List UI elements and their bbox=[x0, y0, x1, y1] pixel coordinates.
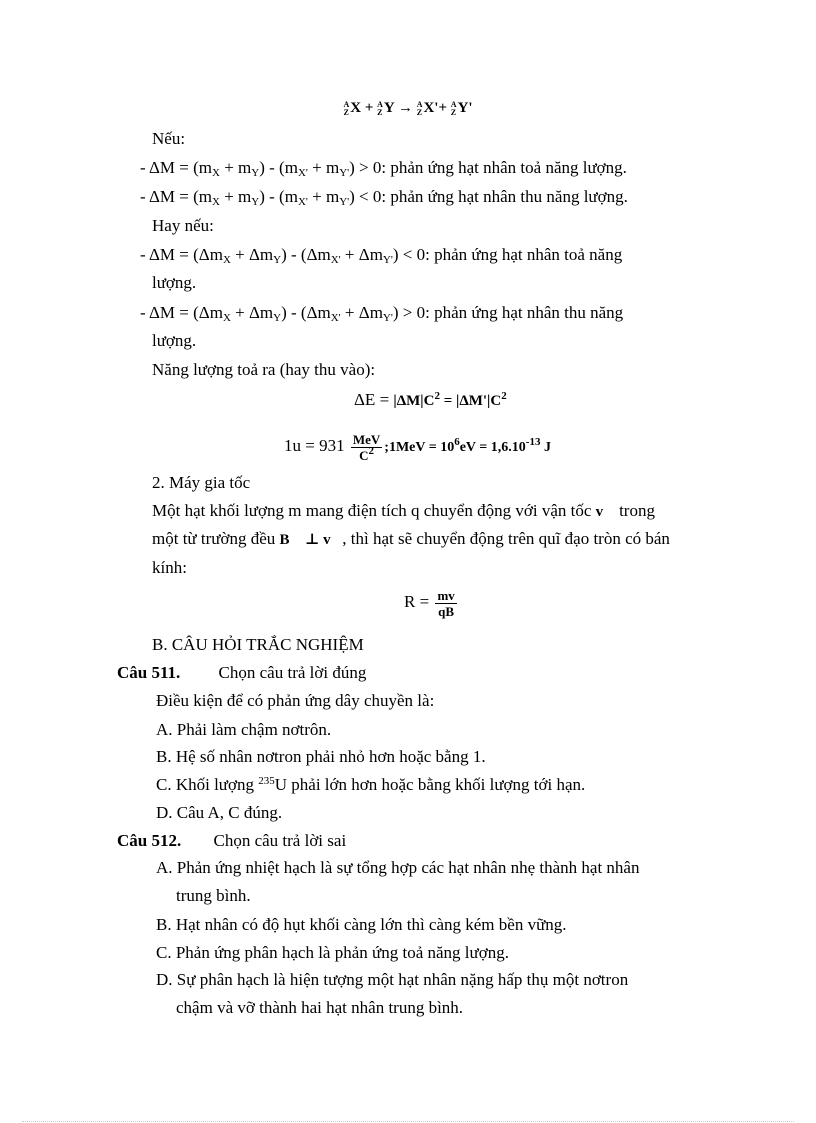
question-512-option-b: B. Hạt nhân có độ hụt khối càng lớn thì càng kém bền vững. bbox=[156, 915, 567, 934]
question-511-option-d: D. Câu A, C đúng. bbox=[156, 803, 283, 822]
condition-2: - $\Delta M = (m_X + m_Y) - (m_{X'} + m_{Y'}) < 0$: phản ứng hạt nhân thu năng lượng. bbox=[140, 187, 628, 208]
condition-3: - $\Delta M = (\Delta m_X + \Delta m_Y) - (\Delta m_{X'} + \Delta m_{Y'}) < 0$: phản ứng hạt nhân toả năng bbox=[140, 245, 623, 266]
condition-4-cont: lượng. bbox=[152, 331, 197, 350]
condition-4: - $\Delta M = (\Delta m_X + \Delta m_Y) - (\Delta m_{X'} + \Delta m_{Y'}) > 0$: phản ứng hạt nhân thu năng bbox=[140, 303, 624, 324]
question-511-stem: Điều kiện để có phản ứng dây chuyền là: bbox=[156, 691, 435, 710]
reaction-formula: A Z X + A Z Y → A Z X'+ A Z Y' bbox=[343, 99, 473, 117]
velocity-vector-symbol: v⃗ bbox=[595, 504, 615, 520]
question-511-option-a: A. Phải làm chậm nơtrôn. bbox=[156, 720, 332, 739]
question-512-option-d: D. Sự phân hạch là hiện tượng một hạt nhân nặng hấp thụ một nơtron bbox=[156, 970, 629, 989]
question-511-header: Câu 511. Chọn câu trả lời đúng bbox=[117, 663, 367, 682]
paragraph-line-1: Một hạt khối lượng m mang điện tích q chuyển động với vận tốc v⃗ trong bbox=[152, 501, 655, 520]
question-512-option-c: C. Phản ứng phân hạch là phản ứng toả năng lượng. bbox=[156, 943, 509, 962]
field-perpendicular-symbol: B⃗ ⊥ v⃗ bbox=[279, 532, 343, 548]
energy-formula: $\Delta E = |\Delta M|C^2 = |\Delta M'|C^2$ bbox=[354, 390, 507, 409]
question-511-option-c: C. Khối lượng $^{235}$U phải lớn hơn hoặc bằng khối lượng tới hạn. bbox=[156, 775, 586, 794]
condition-3-cont: lượng. bbox=[152, 273, 197, 292]
unit-formula: 1u = 931 $\frac{\text{MeV}}{C^2}$ ;1MeV = $10^6eV = 1,6.10^{-13}$ J bbox=[284, 431, 551, 463]
paragraph-line-2: một từ trường đều B⃗ ⊥ v⃗, thì hạt sẽ chuyển động trên quĩ đạo tròn có bán bbox=[152, 529, 670, 548]
question-512-header: Câu 512. Chọn câu trả lời sai bbox=[117, 831, 347, 850]
radius-formula: R = $\frac{mv}{qB}$ bbox=[404, 587, 455, 619]
neu-label: Nếu: bbox=[152, 129, 186, 148]
condition-1: - $\Delta M = (m_X + m_Y) - (m_{X'} + m_{Y'}) > 0$: phản ứng hạt nhân toả năng lượng. bbox=[140, 158, 627, 179]
hay-neu-label: Hay nếu: bbox=[152, 216, 214, 235]
question-512-option-a: A. Phản ứng nhiệt hạch là sự tổng hợp các hạt nhân nhẹ thành hạt nhân bbox=[156, 858, 640, 877]
section-2-heading: 2. Máy gia tốc bbox=[152, 473, 251, 492]
question-512-option-a-cont: trung bình. bbox=[176, 886, 251, 905]
question-512-option-d-cont: chậm và vỡ thành hai hạt nhân trung bình. bbox=[176, 998, 464, 1017]
question-511-option-b: B. Hệ số nhân nơtron phải nhỏ hơn hoặc bằng 1. bbox=[156, 747, 486, 766]
energy-label: Năng lượng toả ra (hay thu vào): bbox=[152, 360, 376, 379]
paragraph-line-3: kính: bbox=[152, 558, 187, 577]
section-b-heading: B. CÂU HỎI TRẮC NGHIỆM bbox=[152, 635, 364, 654]
page-bottom-divider bbox=[22, 1121, 794, 1122]
